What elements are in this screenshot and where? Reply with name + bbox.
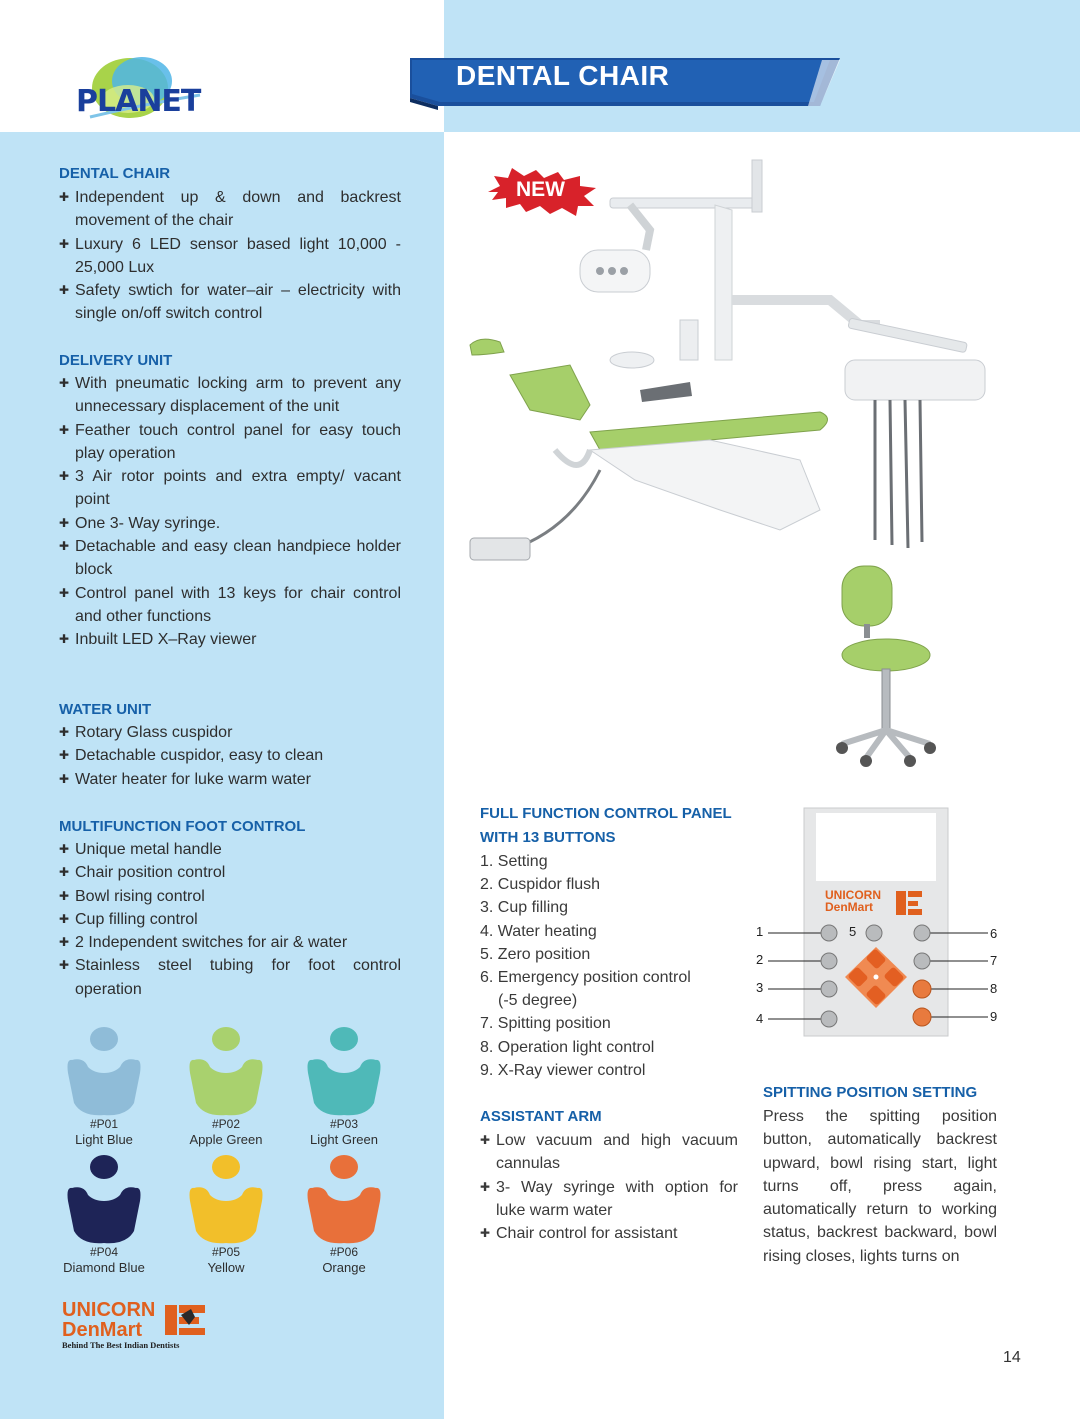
list-item: ✚ Chair control for assistant xyxy=(480,1222,738,1245)
panel-label-3: 3 xyxy=(756,980,764,995)
swatch-code: #P03 xyxy=(329,1117,359,1131)
header-left-background xyxy=(0,0,444,132)
list-item: ✚ Feather touch control panel for easy touch play operation xyxy=(59,419,401,466)
foot-control-list xyxy=(59,838,401,1001)
list-item: ✚ One 3- Way syringe. xyxy=(59,512,401,535)
color-swatch-p02 xyxy=(176,1025,276,1147)
panel-label-9: 9 xyxy=(990,1009,998,1024)
list-item: ✚ Safety swtich for water–air – electricity with single on/off switch control xyxy=(59,279,401,326)
list-item: ✚ Stainless steel tubing for foot control operation xyxy=(59,954,401,1001)
seat-shape-icon xyxy=(62,1153,146,1245)
control-panel-list xyxy=(480,850,740,1082)
control-panel-diagram xyxy=(750,805,1000,1040)
swatch-name: Light Blue xyxy=(75,1132,133,1147)
swatch-name: Orange xyxy=(322,1260,366,1275)
list-item: 7. Spitting position xyxy=(480,1015,611,1033)
section-title-dental-chair: DENTAL CHAIR xyxy=(59,165,171,182)
color-swatch-p01 xyxy=(54,1025,154,1147)
list-item: ✚ Low vacuum and high vacuum cannulas xyxy=(480,1129,738,1176)
list-item: (-5 degree) xyxy=(498,992,578,1010)
list-item: 5. Zero position xyxy=(480,945,591,963)
section-title-foot-control: MULTIFUNCTION FOOT CONTROL xyxy=(59,818,306,835)
panel-label-5: 5 xyxy=(849,924,857,939)
swatch-code: #P01 xyxy=(89,1117,119,1131)
list-item: ✚ Control panel with 13 keys for chair control and other functions xyxy=(59,582,401,629)
list-item: 2. Cuspidor flush xyxy=(480,876,601,894)
list-item: 4. Water heating xyxy=(480,922,597,940)
spitting-description: Press the spitting position button, automatically backrest upward, bowl rising start, light turns off, press again, automatically return to working status, backrest backward, bowl rising closes, lights turns on xyxy=(763,1108,997,1265)
dental-chair-list xyxy=(59,186,401,326)
list-item: ✚ Water heater for luke warm water xyxy=(59,768,401,791)
brand-name: PLANET xyxy=(76,84,201,119)
panel-label-2: 2 xyxy=(756,952,764,967)
panel-label-1: 1 xyxy=(756,924,764,939)
list-item: ✚ Inbuilt LED X–Ray viewer xyxy=(59,628,401,651)
swatch-name: Yellow xyxy=(207,1260,245,1275)
panel-label-6: 6 xyxy=(990,926,998,941)
list-item: ✚ 3- Way syringe with option for luke warm water xyxy=(480,1176,738,1223)
swatch-code: #P06 xyxy=(329,1245,359,1259)
unicorn-logo-icon xyxy=(163,1303,207,1339)
list-item: ✚ 2 Independent switches for air & water xyxy=(59,931,401,954)
section-title-water-unit: WATER UNIT xyxy=(59,701,152,718)
list-item: ✚ 3 Air rotor points and extra empty/ vacant point xyxy=(59,465,401,512)
list-item: ✚ Unique metal handle xyxy=(59,838,401,861)
list-item: ✚ With pneumatic locking arm to prevent any unnecessary displacement of the unit xyxy=(59,372,401,419)
panel-label-8: 8 xyxy=(990,981,998,996)
panel-brand-line1: UNICORN xyxy=(825,888,881,902)
page-number: 14 xyxy=(1003,1349,1021,1366)
seat-shape-icon xyxy=(184,1153,268,1245)
control-panel-title: FULL FUNCTION CONTROL PANEL xyxy=(480,805,732,822)
list-item: ✚ Detachable and easy clean handpiece holder block xyxy=(59,535,401,582)
list-item: ✚ Bowl rising control xyxy=(59,885,401,908)
delivery-unit-list xyxy=(59,372,401,652)
list-item: ✚ Detachable cuspidor, easy to clean xyxy=(59,744,401,767)
assistant-arm-list xyxy=(480,1129,738,1245)
swatch-code: #P04 xyxy=(89,1245,119,1259)
swatch-name: Light Green xyxy=(310,1132,378,1147)
footer-tagline: Behind The Best Indian Dentists xyxy=(62,1340,180,1350)
seat-shape-icon xyxy=(302,1153,386,1245)
list-item: 3. Cup filling xyxy=(480,899,569,917)
swatch-code: #P05 xyxy=(211,1245,241,1259)
assistant-arm-title: ASSISTANT ARM xyxy=(480,1108,602,1125)
control-panel-subtitle: WITH 13 BUTTONS xyxy=(480,829,616,846)
list-item: ✚ Independent up & down and backrest movement of the chair xyxy=(59,186,401,233)
water-unit-list xyxy=(59,721,401,791)
list-item: ✚ Rotary Glass cuspidor xyxy=(59,721,401,744)
list-item: ✚ Chair position control xyxy=(59,861,401,884)
spitting-title: SPITTING POSITION SETTING xyxy=(763,1084,978,1101)
list-item: ✚ Luxury 6 LED sensor based light 10,000 - 25,000 Lux xyxy=(59,233,401,280)
color-swatch-p04 xyxy=(54,1153,154,1275)
footer-logo-line2: DenMart xyxy=(62,1319,143,1341)
list-item: 6. Emergency position control xyxy=(480,969,691,987)
color-swatch-p03 xyxy=(294,1025,394,1147)
footer-logo-line1: UNICORN xyxy=(62,1299,156,1321)
page-title: DENTAL CHAIR xyxy=(456,60,670,91)
list-item: ✚ Cup filling control xyxy=(59,908,401,931)
dental-stool-image xyxy=(830,562,950,767)
seat-shape-icon xyxy=(184,1025,268,1117)
panel-label-4: 4 xyxy=(756,1011,764,1026)
panel-brand-line2: DenMart xyxy=(825,900,874,914)
panel-label-7: 7 xyxy=(990,953,998,968)
color-swatch-p06 xyxy=(294,1153,394,1275)
color-swatch-p05 xyxy=(176,1153,276,1275)
control-panel-figure xyxy=(750,805,1000,1040)
seat-shape-icon xyxy=(302,1025,386,1117)
list-item: 8. Operation light control xyxy=(480,1038,655,1056)
list-item: 9. X-Ray viewer control xyxy=(480,1061,646,1079)
seat-shape-icon xyxy=(62,1025,146,1117)
new-badge-label: NEW xyxy=(516,178,565,201)
section-title-delivery-unit: DELIVERY UNIT xyxy=(59,352,173,369)
swatch-name: Diamond Blue xyxy=(63,1260,145,1275)
swatch-code: #P02 xyxy=(211,1117,241,1131)
list-item: 1. Setting xyxy=(480,853,548,870)
swatch-name: Apple Green xyxy=(189,1132,263,1147)
